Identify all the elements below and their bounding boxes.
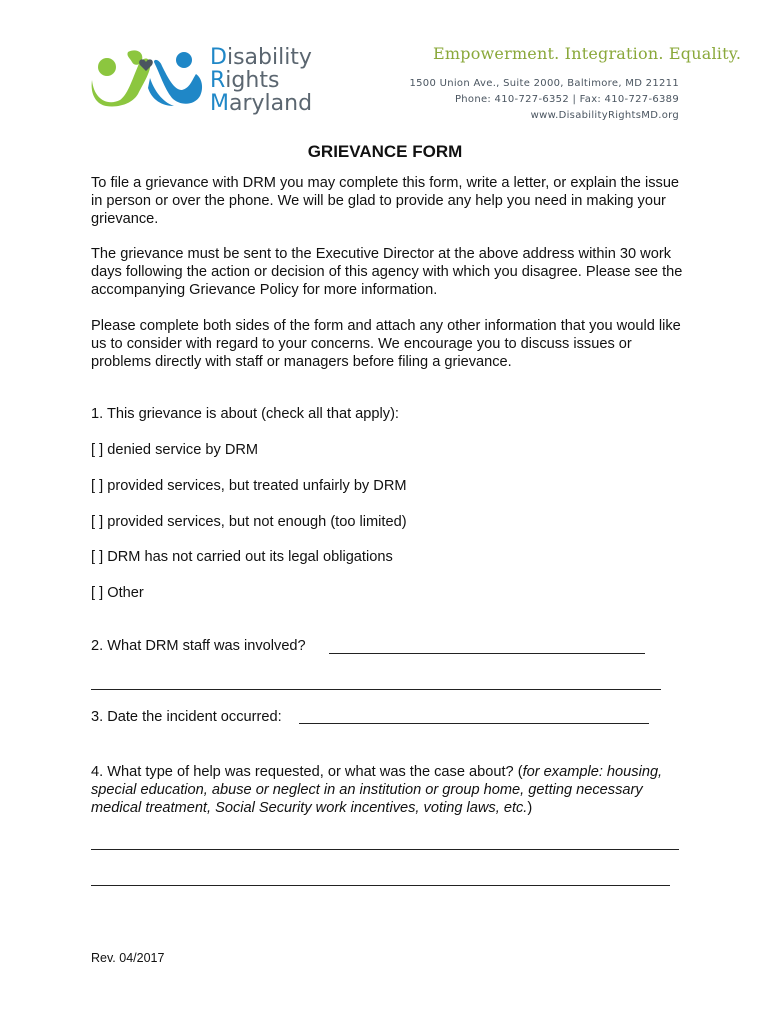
- q4-label: 4. What type of help was requested, or what was the case about? (: [91, 764, 523, 780]
- org-initial-m: M: [210, 91, 229, 116]
- intro-paragraph-3: Please complete both sides of the form and attach any other information that you would like us to consider with regard to your concerns. We encourage you to discuss issues or problems directly with staff or managers before filing a grievance.: [91, 318, 681, 370]
- q4-answer-field-1[interactable]: [91, 849, 679, 850]
- org-initial-d: D: [210, 45, 227, 70]
- q1-option-not-enough[interactable]: [ ] provided services, but not enough (too limited): [91, 514, 407, 530]
- phone-fax: Phone: 410-727-6352 | Fax: 410-727-6389: [454, 94, 679, 105]
- q2-answer-field[interactable]: [329, 653, 645, 654]
- intro-paragraph-1: To file a grievance with DRM you may complete this form, write a letter, or explain the issue in person or over the phone. We will be glad to provide any help you need in making your grievance.: [91, 175, 680, 227]
- q1-option-legal-obligations[interactable]: [ ] DRM has not carried out its legal obligations: [91, 549, 393, 565]
- intro-paragraph-2: The grievance must be sent to the Executive Director at the above address within 30 work days following the action or decision of this agency with which you disagree. Please see the accompanying Grievance Policy for more information.: [91, 246, 683, 298]
- q1-option-denied-service[interactable]: [ ] denied service by DRM: [91, 442, 259, 458]
- org-word-2: ights: [225, 68, 280, 93]
- q4-answer-field-2[interactable]: [91, 885, 670, 886]
- q2-label: 2. What DRM staff was involved?: [91, 638, 306, 654]
- q1-option-other[interactable]: [ ] Other: [91, 585, 144, 601]
- org-word-1: isability: [226, 45, 312, 70]
- q4-examples: for example: housing, special education, abuse or neglect in an institution or group home, getting necessary medical treatment, Social Security work incentives, voting laws, etc.: [91, 764, 663, 816]
- org-word-3: aryland: [228, 91, 313, 116]
- logo-blue-body: [154, 60, 202, 104]
- org-name-line-3: [210, 92, 312, 115]
- revision-date: Rev. 04/2017: [91, 951, 165, 965]
- org-initial-r: R: [210, 68, 226, 93]
- q1-option-treated-unfairly[interactable]: [ ] provided services, but treated unfairly by DRM: [91, 478, 407, 494]
- org-name-line-1: [210, 46, 312, 69]
- drm-logo-icon: [88, 44, 206, 110]
- org-name: [210, 46, 312, 115]
- logo-green-head: [98, 58, 116, 76]
- q4-question: [91, 763, 671, 817]
- address: 1500 Union Ave., Suite 2000, Baltimore, MD 21211: [409, 78, 679, 89]
- website-link[interactable]: www.DisabilityRightsMD.org: [530, 110, 679, 121]
- logo-blue-head: [176, 52, 192, 68]
- q4-close-paren: ): [527, 800, 533, 816]
- q1-label: 1. This grievance is about (check all that apply):: [91, 406, 399, 422]
- q3-label: 3. Date the incident occurred:: [91, 709, 282, 725]
- tagline: Empowerment. Integration. Equality.: [433, 44, 742, 63]
- q2-answer-field-continued[interactable]: [91, 689, 661, 690]
- org-name-line-2: [210, 69, 312, 92]
- q3-date-field[interactable]: [299, 723, 649, 724]
- form-title: GRIEVANCE FORM: [307, 142, 463, 161]
